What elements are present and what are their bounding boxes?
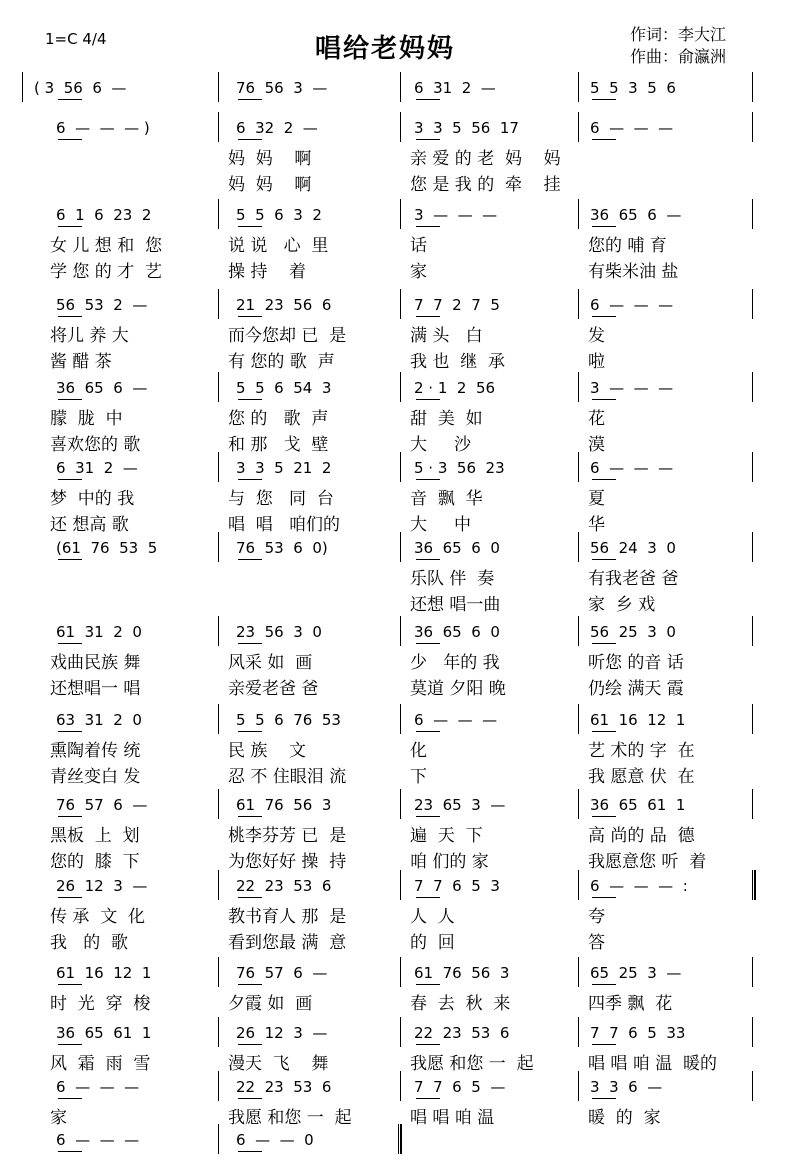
beam-line — [416, 479, 440, 480]
beam-line — [238, 1044, 262, 1045]
score-system — [0, 622, 800, 700]
lyric-text: 听您 的音 话 — [588, 653, 684, 673]
measure-notes: 6 — — — — [590, 459, 674, 477]
lyric-text: 民 族 文 — [228, 741, 307, 761]
lyric-text: 家 — [410, 262, 427, 282]
measure-notes: 5 5 6 3 2 — [236, 206, 322, 224]
measure-notes: 61 31 2 0 — [56, 623, 142, 641]
score-system — [0, 876, 800, 954]
measure-notes: 76 57 6 — — [56, 796, 148, 814]
lyric-text: 我愿 和您 一 起 — [228, 1108, 352, 1128]
score-system — [0, 78, 800, 108]
lyric-text: 和 那 戈 壁 — [228, 435, 329, 455]
measure-notes: 56 53 2 — — [56, 296, 148, 314]
beam-line — [58, 559, 82, 560]
beam-line — [58, 731, 82, 732]
lyric-text: 遍 天 下 — [410, 826, 483, 846]
lyric-text: 乐队 伴 奏 — [410, 569, 495, 589]
measure-notes: 21 23 56 6 — [236, 296, 332, 314]
lyric-text: 教书育人 那 是 — [228, 907, 347, 927]
beam-line — [238, 559, 262, 560]
lyric-text: 为您好好 操 持 — [228, 852, 347, 872]
lyric-text: 风采 如 画 — [228, 653, 313, 673]
lyric-text: 时 光 穿 梭 — [50, 994, 151, 1014]
lyric-text: 您 是 我 的 牵 挂 — [410, 175, 561, 195]
score-system — [0, 795, 800, 873]
lyric-text: 的 回 — [410, 933, 455, 953]
score-system — [0, 1130, 800, 1158]
lyric-text: 夏 — [588, 489, 605, 509]
lyric-text: 家 乡 戏 — [588, 595, 656, 615]
beam-line — [238, 643, 262, 644]
measure-notes: 6 32 2 — — [236, 119, 318, 137]
measure-notes: 61 76 56 3 — [414, 964, 510, 982]
lyric-text: 唱 唱 咱 温 — [410, 1108, 495, 1128]
beam-line — [592, 479, 616, 480]
beam-line — [58, 984, 82, 985]
measure-notes: 3 3 5 21 2 — [236, 459, 332, 477]
beam-line — [592, 316, 616, 317]
measure-notes: 6 — — — : — [590, 877, 688, 895]
beam-line — [238, 479, 262, 480]
score-system — [0, 538, 800, 616]
lyric-text: 说 说 心 里 — [228, 236, 329, 256]
credits — [630, 24, 726, 68]
beam-line — [58, 1098, 82, 1099]
lyric-text: 戏曲民族 舞 — [50, 653, 141, 673]
beam-line — [416, 816, 440, 817]
lyric-text: 朦 胧 中 — [50, 409, 123, 429]
measure-notes: ( 3 56 6 — — [34, 79, 127, 97]
key-signature: 1=C 4/4 — [45, 30, 107, 48]
lyric-text: 操 持 着 — [228, 262, 307, 282]
measure-notes: 3 — — — — [590, 379, 674, 397]
composer: 作曲：俞瀛洲 — [630, 47, 727, 66]
measure-notes: 5 5 6 76 53 — [236, 711, 341, 729]
beam-line — [416, 139, 440, 140]
lyric-text: 您的 膝 下 — [50, 852, 140, 872]
lyric-text: 啦 — [588, 352, 605, 372]
score-system — [0, 710, 800, 788]
lyric-text: 大 中 — [410, 515, 472, 535]
lyric-text: 花 — [588, 409, 605, 429]
lyric-text: 漠 — [588, 435, 605, 455]
measure-notes: 36 65 6 — — [56, 379, 148, 397]
measure-notes: 36 65 6 — — [590, 206, 682, 224]
lyric-text: 发 — [588, 326, 605, 346]
score-system — [0, 458, 800, 536]
beam-line — [58, 479, 82, 480]
beam-line — [58, 99, 82, 100]
measure-notes: 6 — — — ) — [56, 119, 150, 137]
beam-line — [238, 399, 262, 400]
lyric-text: 将儿 养 大 — [50, 326, 129, 346]
lyric-text: 春 去 秋 来 — [410, 994, 511, 1014]
lyric-text: 夕霞 如 画 — [228, 994, 313, 1014]
measure-notes: 26 12 3 — — [56, 877, 148, 895]
lyric-text: 忍 不 住眼泪 流 — [228, 767, 347, 787]
beam-line — [58, 816, 82, 817]
measure-notes: 6 — — — — [590, 296, 674, 314]
lyric-text: 漫天 飞 舞 — [228, 1054, 329, 1074]
lyric-text: 桃李芬芳 已 是 — [228, 826, 347, 846]
lyric-text: 妈 妈 啊 — [228, 149, 312, 169]
measure-notes: 26 12 3 — — [236, 1024, 328, 1042]
beam-line — [238, 984, 262, 985]
lyric-text: 音 飘 华 — [410, 489, 483, 509]
lyric-text: 您的 哺 育 — [588, 236, 667, 256]
beam-line — [416, 316, 440, 317]
beam-line — [416, 1044, 440, 1045]
measure-notes: 63 31 2 0 — [56, 711, 142, 729]
beam-line — [58, 1151, 82, 1152]
lyric-text: 与 您 同 台 — [228, 489, 334, 509]
lyric-text: 看到您最 满 意 — [228, 933, 347, 953]
beam-line — [416, 559, 440, 560]
lyric-text: 还想唱一 唱 — [50, 679, 141, 699]
measure-notes: 3 — — — — [414, 206, 498, 224]
lyric-text: 莫道 夕阳 晚 — [410, 679, 506, 699]
lyric-text: 妈 妈 啊 — [228, 175, 312, 195]
lyric-text: 梦 中的 我 — [50, 489, 135, 509]
beam-line — [592, 559, 616, 560]
measure-notes: 61 76 56 3 — [236, 796, 332, 814]
beam-line — [58, 399, 82, 400]
song-title: 唱给老妈妈 — [314, 34, 455, 64]
lyric-text: 亲 爱 的 老 妈 妈 — [410, 149, 561, 169]
lyric-text: 满 头 白 — [410, 326, 483, 346]
measure-notes: 5 · 3 56 23 — [414, 459, 505, 477]
measure-notes: 6 — — — — [414, 711, 498, 729]
beam-line — [592, 816, 616, 817]
measure-notes: 7 7 6 5 — — [414, 1078, 506, 1096]
lyric-text: 暖 的 家 — [588, 1108, 661, 1128]
lyricist: 作词：李大江 — [630, 25, 727, 44]
lyric-text: 熏陶着传 统 — [50, 741, 141, 761]
lyric-text: 而今您却 已 是 — [228, 326, 347, 346]
score-system — [0, 1023, 800, 1073]
measure-notes: 6 — — 0 — [236, 1131, 314, 1149]
beam-line — [592, 1098, 616, 1099]
beam-line — [238, 816, 262, 817]
lyric-text: 唱 唱 咱们的 — [228, 515, 341, 535]
lyric-text: 高 尚的 品 德 — [588, 826, 695, 846]
lyric-text: 华 — [588, 515, 605, 535]
measure-notes: 5 5 6 54 3 — [236, 379, 332, 397]
beam-line — [416, 984, 440, 985]
score-system — [0, 205, 800, 283]
lyric-text: 您 的 歌 声 — [228, 409, 329, 429]
measure-notes: 2 · 1 2 56 — [414, 379, 496, 397]
score-system — [0, 1077, 800, 1127]
lyric-text: 还 想高 歌 — [50, 515, 129, 535]
beam-line — [592, 643, 616, 644]
lyric-text: 咱 们的 家 — [410, 852, 489, 872]
lyric-text: 黑板 上 划 — [50, 826, 140, 846]
measure-notes: 76 53 6 0) — [236, 539, 328, 557]
measure-notes: 36 65 6 0 — [414, 539, 500, 557]
beam-line — [592, 139, 616, 140]
score-system — [0, 963, 800, 1013]
beam-line — [416, 1098, 440, 1099]
measure-notes: 7 7 2 7 5 — [414, 296, 500, 314]
beam-line — [592, 897, 616, 898]
beam-line — [592, 984, 616, 985]
beam-line — [238, 897, 262, 898]
measure-notes: 61 16 12 1 — [56, 964, 152, 982]
beam-line — [592, 1044, 616, 1045]
lyric-text: 人 人 — [410, 907, 455, 927]
measure-notes: 23 56 3 0 — [236, 623, 322, 641]
lyric-text: 夸 — [588, 907, 605, 927]
beam-line — [58, 139, 82, 140]
score-system — [0, 118, 800, 196]
lyric-text: 有我老爸 爸 — [588, 569, 679, 589]
measure-notes: 6 — — — — [56, 1131, 140, 1149]
measure-notes: 36 65 61 1 — [56, 1024, 152, 1042]
measure-notes: 6 31 2 — — [414, 79, 496, 97]
lyric-text: 仍绘 满天 霞 — [588, 679, 684, 699]
lyric-text: 四季 飘 花 — [588, 994, 673, 1014]
lyric-text: 学 您 的 才 艺 — [50, 262, 163, 282]
measure-notes: 22 23 53 6 — [414, 1024, 510, 1042]
beam-line — [416, 897, 440, 898]
beam-line — [416, 399, 440, 400]
score-system — [0, 378, 800, 456]
measure-notes: 3 3 6 — — [590, 1078, 663, 1096]
measure-notes: 36 65 6 0 — [414, 623, 500, 641]
measure-notes: 7 7 6 5 33 — [590, 1024, 686, 1042]
measure-notes: 7 7 6 5 3 — [414, 877, 500, 895]
lyric-text: 话 — [410, 236, 427, 256]
measure-notes: 6 — — — — [56, 1078, 140, 1096]
lyric-text: 有柴米油 盐 — [588, 262, 679, 282]
measure-notes: 23 65 3 — — [414, 796, 506, 814]
lyric-text: 家 — [50, 1108, 67, 1128]
beam-line — [592, 399, 616, 400]
beam-line — [592, 731, 616, 732]
beam-line — [592, 99, 616, 100]
measure-notes: 5 5 3 5 6 — [590, 79, 676, 97]
measure-notes: 3 3 5 56 17 — [414, 119, 519, 137]
beam-line — [416, 643, 440, 644]
measure-notes: 22 23 53 6 — [236, 1078, 332, 1096]
measure-notes: 76 56 3 — — [236, 79, 328, 97]
measure-notes: 22 23 53 6 — [236, 877, 332, 895]
lyric-text: 喜欢您的 歌 — [50, 435, 141, 455]
beam-line — [416, 731, 440, 732]
measure-notes: 6 31 2 — — [56, 459, 138, 477]
beam-line — [58, 897, 82, 898]
measure-notes: 6 1 6 23 2 — [56, 206, 152, 224]
lyric-text: 传 承 文 化 — [50, 907, 146, 927]
lyric-text: 我 也 继 承 — [410, 352, 506, 372]
beam-line — [58, 226, 82, 227]
lyric-text: 女 儿 想 和 您 — [50, 236, 163, 256]
measure-notes: 56 24 3 0 — [590, 539, 676, 557]
beam-line — [238, 316, 262, 317]
lyric-text: 艺 术的 字 在 — [588, 741, 695, 761]
measure-notes: (61 76 53 5 — [56, 539, 158, 557]
beam-line — [416, 226, 440, 227]
measure-notes: 36 65 61 1 — [590, 796, 686, 814]
beam-line — [238, 99, 262, 100]
measure-notes: 56 25 3 0 — [590, 623, 676, 641]
beam-line — [238, 226, 262, 227]
measure-notes: 6 — — — — [590, 119, 674, 137]
measure-notes: 61 16 12 1 — [590, 711, 686, 729]
lyric-text: 大 沙 — [410, 435, 472, 455]
lyric-text: 答 — [588, 933, 605, 953]
lyric-text: 亲爱老爸 爸 — [228, 679, 319, 699]
lyric-text: 少 年的 我 — [410, 653, 500, 673]
lyric-text: 我 愿意 伏 在 — [588, 767, 695, 787]
beam-line — [238, 139, 262, 140]
beam-line — [58, 643, 82, 644]
lyric-text: 下 — [410, 767, 427, 787]
lyric-text: 酱 醋 茶 — [50, 352, 112, 372]
measure-notes: 76 57 6 — — [236, 964, 328, 982]
beam-line — [592, 226, 616, 227]
beam-line — [416, 99, 440, 100]
lyric-text: 青丝变白 发 — [50, 767, 141, 787]
lyric-text: 我愿意您 听 着 — [588, 852, 707, 872]
lyric-text: 唱 唱 咱 温 暖的 — [588, 1054, 718, 1074]
measure-notes: 65 25 3 — — [590, 964, 682, 982]
beam-line — [238, 1098, 262, 1099]
lyric-text: 我 的 歌 — [50, 933, 129, 953]
lyric-text: 化 — [410, 741, 427, 761]
lyric-text: 还想 唱一曲 — [410, 595, 501, 615]
beam-line — [58, 1044, 82, 1045]
beam-line — [238, 731, 262, 732]
lyric-text: 有 您的 歌 声 — [228, 352, 335, 372]
lyric-text: 甜 美 如 — [410, 409, 483, 429]
beam-line — [238, 1151, 262, 1152]
lyric-text: 风 霜 雨 雪 — [50, 1054, 151, 1074]
bar-line — [22, 72, 23, 102]
score-system — [0, 295, 800, 373]
lyric-text: 我愿 和您 一 起 — [410, 1054, 534, 1074]
beam-line — [58, 316, 82, 317]
bar-line — [218, 72, 219, 102]
